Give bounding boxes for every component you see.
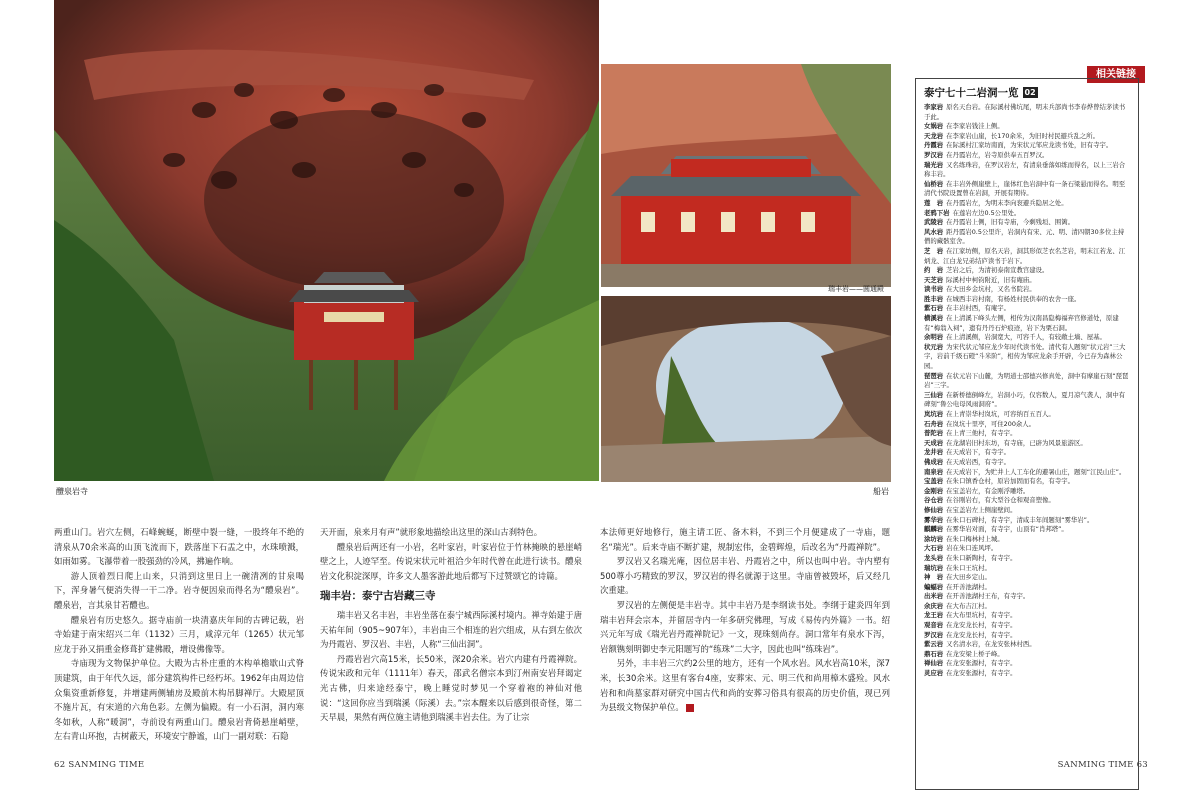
sidebar-entry-name: 宝盖岩	[924, 477, 944, 486]
sidebar-entry-name: 风水岩	[924, 227, 944, 236]
sidebar-entry	[924, 122, 1130, 132]
sidebar-entry-name: 鼎石岩	[924, 649, 944, 658]
sidebar-entry-name: 金刚岩	[924, 486, 944, 495]
main-photo-caption: 醴泉岩寺	[56, 487, 88, 496]
sidebar-entry-desc: 在天成岩西，有寺宇。	[946, 457, 1011, 466]
sidebar-entry-desc: 在朱口镇香仓村，原岩加固而有名，有寺宇。	[946, 477, 1074, 486]
sidebar-entry-desc: 在丹霞岩上侧，旧有寺庙，今剩残垣、围篱。	[946, 218, 1074, 227]
sidebar-entry-desc: 在开善池湖村。	[946, 582, 991, 591]
sidebar-entry-desc: 在岚坑十里亭，可住200余人。	[946, 419, 1036, 428]
sidebar-entry-desc: 在际溪村江家坊南面，为宋状元邹应龙读书处，旧有寺宇。	[946, 141, 1113, 150]
sidebar-entry	[924, 103, 1130, 122]
sidebar-entry-desc: 在李家岩山崖，长170余米，为旧时村民避兵乱之所。	[946, 131, 1099, 140]
paragraph: 丹霞岩岩穴高15米，长50米，深20余米。岩穴内建有丹霞禅院。传说宋政和元年（1111年）春天，邵武名僧宗本到汀州南安岩拜谒定光古佛，归来途经泰宁，晚上睡觉时梦见一个穿着袍的神仙对他说：“这回你应当到瑞溪（际溪）去。”宗本醒来以后感到很奇怪，第二天早晨，果然有两位施主请他到瑞溪丰岩去住。为了让宗	[320, 653, 582, 723]
sidebar-entry	[924, 496, 1130, 506]
sidebar-entry-name: 禅仙岩	[924, 659, 944, 668]
sidebar-entry-desc: 芝岩之后，为清初泰南宣教宫建设。	[946, 266, 1049, 275]
sidebar-entry-name: 天龙岩	[924, 131, 944, 140]
sidebar-entry-name: 天成岩	[924, 438, 944, 447]
sidebar-entry-desc: 又名清水岩，在龙安张林村西。	[946, 640, 1036, 649]
sidebar-entry-desc: 在大布吉江村。	[946, 601, 991, 610]
sidebar-entry-name: 大石岩	[924, 544, 944, 553]
sidebar-entry-desc: 在朱口梅林村上城。	[946, 534, 1004, 543]
sidebar-entry-name: 老鸦下岩	[924, 208, 950, 217]
sidebar-entry-desc: 又名练珠岩，在罗汉岩左，有清泉垂落如练而得名，以上三岩合称丰岩。	[924, 160, 1126, 179]
sidebar-entry-name: 天芝岩	[924, 275, 944, 284]
paragraph: 罗汉岩的左侧便是丰岩寺。其中丰岩乃是李纲读书处。李纲于建炎四年到瑞丰岩拜会宗本，并留居寺内一年多研究佛理，写成《易传内外篇》一书。绍兴元年写成《瑞光岩丹霞禅院记》一文，现珠刻尚存。洞口常年有泉水下泻，岩额镌刻明御史李元阳题写的“练珠”二大字，因此也叫“练珠岩”。	[600, 599, 890, 654]
sidebar-entry-desc: 岩在朱口连风坪。	[946, 544, 998, 553]
sidebar-entry-desc: 在宝盖岩左上侧崖壁间。	[946, 505, 1017, 514]
sidebar-entry-name: 龙王岩	[924, 611, 944, 620]
sidebar-entry	[924, 573, 1130, 583]
article-column-middle	[320, 525, 582, 725]
sidebar-entry	[924, 391, 1130, 410]
sidebar-entry	[924, 477, 1130, 487]
sidebar-entry-name: 南泉岩	[924, 467, 944, 476]
sidebar-entry	[924, 314, 1130, 333]
paragraph: 醴泉岩有历史悠久。据寺庙前一块清嘉庆年间的古碑记载，岩寺始建于南宋绍兴二年（1132）三月，咸淳元年（1265）状元邹应龙于孙又捐重金修葺扩建佛殿，增设佛像等。	[54, 614, 304, 654]
sidebar-entry	[924, 583, 1130, 593]
sidebar-entry-name: 佛成岩	[924, 457, 944, 466]
sidebar-entry	[924, 659, 1130, 669]
sidebar-entry	[924, 439, 1130, 449]
sidebar-entry-desc: 在丹霞岩左，岩寺原供奉五百罗汉。	[946, 150, 1049, 159]
paragraph	[600, 656, 890, 714]
related-links-tab: 相关链接	[1087, 66, 1145, 83]
sidebar-entry-desc: 在大田乡定山。	[946, 573, 991, 582]
paragraph: 游人顶着烈日爬上山来，只消到这里日上一碗清冽的甘泉喝下，浑身暑气便消失得一干二净。岩寺便因泉而得名为“醴泉岩”。醴泉岩，言其泉甘若醴也。	[54, 570, 304, 610]
sidebar-title: 泰宁七十二岩洞一览	[924, 87, 1019, 99]
sidebar-entry	[924, 611, 1130, 621]
sidebar-entry-name: 紫云岩	[924, 640, 944, 649]
paragraph: 本法师更好地修行，施主请工匠、备木料，不到三个月便建成了一寺庙，题名“瑞光”。后来寺庙不断扩建，规制宏伟，金碧辉煌，后改名为“丹霞禅院”。	[600, 527, 890, 552]
sidebar-entry-name: 武陵岩	[924, 218, 944, 227]
sidebar-entry-desc: 在大布里坑村，有寺宇。	[946, 611, 1017, 620]
sidebar-entry-name: 仙桥岩	[924, 179, 944, 188]
sidebar-entry-name: 谷仓岩	[924, 496, 944, 505]
sidebar-entry-name: 读书岩	[924, 285, 944, 294]
sidebar-entry-desc: 在李家岩钱洼上侧。	[946, 122, 1004, 131]
sidebar-entry	[924, 132, 1130, 142]
sidebar-entry	[924, 228, 1130, 247]
sidebar-entry	[924, 640, 1130, 650]
sidebar-entry	[924, 621, 1130, 631]
folio-right: SANMING TIME 63	[1057, 760, 1148, 770]
sidebar-entry	[924, 343, 1130, 372]
sidebar-entry-name: 胜丰岩	[924, 294, 944, 303]
main-photo-liquan-temple	[54, 0, 599, 481]
paragraph: 瑞丰岩又名丰岩，丰岩坐落在泰宁城西际溪村境内。禅寺始建于唐天祐年间（905~907年），丰岩由三个相连的岩穴组成，从右到左依次为丹霞岩、罗汉岩、丰岩，人称“三仙出洞”。	[320, 609, 582, 650]
sidebar-entry-name: 约 岩	[924, 266, 944, 275]
sidebar-entry-desc: 在天成岩下，有寺宇。	[946, 448, 1011, 457]
sidebar-entry-name: 石舟岩	[924, 419, 944, 428]
sidebar-entry-name: 雾华岩	[924, 515, 944, 524]
sidebar-entry-desc: 在龙安张源村，有寺宇。	[946, 669, 1017, 678]
sidebar-entry-desc: 在大田乡金坑村，又名书院岩。	[946, 285, 1036, 294]
sidebar-entry	[924, 141, 1130, 151]
article-column-left	[54, 525, 304, 744]
sidebar-entry-desc: 在丰岩外侧崖壁上，崖体红色岩洞中有一条石梁悬而得名。明至清代书院设置曾在岩洞，开展有期待。	[924, 179, 1126, 198]
article-column-right	[600, 525, 890, 715]
sidebar-entry	[924, 554, 1130, 564]
sidebar-entry-desc: 在上青三他村，有寺宇。	[946, 429, 1017, 438]
sidebar-entry-desc: 在朱口石碑村，有寺宇，清咸丰年间题刻“雾华岩”。	[946, 515, 1094, 524]
sidebar-entry	[924, 247, 1130, 266]
sidebar-entry-desc: 在朱口新陶村，有寺宇。	[946, 553, 1017, 562]
paragraph: 天开面，泉来月有声”就形象地描绘出这里的深山古刹特色。	[320, 527, 543, 537]
sidebar-entry-name: 女娲岩	[924, 122, 944, 131]
sidebar-entry	[924, 151, 1130, 161]
sidebar-entry-desc: 在上青崇华村岚坑，可容纳百五百人。	[946, 410, 1055, 418]
sidebar-entry-name: 琵琶岩	[924, 371, 944, 380]
photo-ruifeng-hall	[601, 64, 891, 287]
sidebar-entry-name: 瑞坑岩	[924, 563, 944, 572]
sidebar-title-row	[924, 85, 1130, 100]
sidebar-entry-name: 龙井岩	[924, 448, 944, 457]
sidebar-entry-name: 修仙岩	[924, 505, 944, 514]
sidebar-entry-name: 神 岩	[924, 573, 944, 582]
paragraph: 寺庙现为文物保护单位。大殿为古朴庄重的木构单檐歇山式脊顶建筑，由于年代久远，部分建筑构件已经朽坏。1962年由周边信众集资重新修复，并增建两侧辅房及殿前木构吊脚禅厅。大殿屋顶不施片瓦，有宋道的六角色彩。左侧为偏殿。有一小石洞，洞内寒冬如秋，人称“暖洞”，寺前设有两重山门。醴泉岩背倚悬崖峭壁，左右青山环抱，古树蔽天，环境安宁静谧，山门一副对联：石隐	[54, 658, 304, 742]
sidebar-entry	[924, 525, 1130, 535]
sidebar-entry-name: 芝 岩	[924, 246, 944, 255]
sidebar-entry-desc: 在朱口王坑村。	[946, 563, 991, 572]
sidebar-entry-name: 涂坊岩	[924, 534, 944, 543]
sidebar-entry	[924, 209, 1130, 219]
sidebar-entry	[924, 420, 1130, 430]
sidebar-entry	[924, 448, 1130, 458]
sidebar-entry-desc: 为宋代状元邹应龙少年时代读书处。清代有人题刻“状元岩”三大字，岩前千级石磴“斗米阶”，相传为邹应龙余手开辟，今已存为森林公园。	[924, 342, 1126, 371]
sidebar-entry	[924, 631, 1130, 641]
sidebar-entry-name: 罗汉岩	[924, 150, 944, 159]
sidebar-entry-desc: 在谷刚岩右，有大型谷仓和观音塑像。	[946, 496, 1055, 505]
sidebar-entry-list	[924, 103, 1130, 679]
sidebar-entry	[924, 506, 1130, 516]
sidebar-entry	[924, 304, 1130, 314]
sidebar-badge: 02	[1024, 88, 1036, 97]
sidebar-entry	[924, 372, 1130, 391]
folio-left: 62 SANMING TIME	[54, 760, 145, 770]
sidebar-entry	[924, 429, 1130, 439]
end-mark-icon	[686, 704, 694, 712]
sidebar-entry-name: 余庆岩	[924, 601, 944, 610]
photo-boat-cave	[601, 296, 891, 482]
sidebar-entry	[924, 669, 1130, 679]
sidebar-entry-name: 罗汉岩	[924, 630, 944, 639]
sidebar-entry-name: 龙头岩	[924, 553, 944, 562]
sidebar-entry	[924, 333, 1130, 343]
sidebar-entry	[924, 564, 1130, 574]
sidebar-entry	[924, 650, 1130, 660]
sidebar-entry-desc: 在状元岩下山麓，为明道士邵德兴修真处，洞中有摩崖石刻“琵琶岩”三字。	[924, 371, 1129, 390]
sidebar-entry-desc: 原名天台岩。在际溪村佛坑尾，明末兵部尚书李春烨曾结茅读书于此。	[924, 103, 1126, 121]
sidebar-entry-name: 观音岩	[924, 621, 944, 630]
sidebar-entry	[924, 410, 1130, 420]
sidebar-entry-desc: 距丹霞岩0.5公里许，岩洞内有宋、元、明、清四朝30多位主持僧的藏骸室舍。	[924, 227, 1125, 246]
sidebar-entry-name: 三仙岩	[924, 390, 944, 399]
section-heading: 瑞丰岩：泰宁古岩藏三寺	[320, 590, 436, 603]
sidebar-entry-desc: 在开善池湖村王布，有寺宇。	[946, 592, 1030, 601]
sidebar-entry-desc: 在丰岩村西，有庵宇。	[946, 304, 1011, 313]
sidebar-entry-desc: 在上清溪下峰头左侧，相传为汉南昌隐梅福弃官修道处，原建有“梅翁入祠”，遗有丹丹石炉痕迹，岩下为栗石洞。	[924, 314, 1119, 332]
sidebar-entry	[924, 592, 1130, 602]
sidebar-entry-name: 瑞光岩	[924, 160, 944, 169]
sidebar-entry-desc: 在龙安梁上桥子峰。	[946, 649, 1004, 658]
paragraph: 醴泉岩后两还有一小岩，名叶家岩，叶家岩位于竹林掩映的悬崖峭壁之上，人迹罕至。传说宋状元叶祖洽少年时代曾在此进行读书。醴泉岩文化积淀深厚，许多文人墨客游此地后都写下过赞颂它的诗篇。	[320, 541, 582, 581]
sidebar-entry	[924, 199, 1130, 209]
sidebar-entry-name: 岚坑岩	[924, 410, 944, 418]
sidebar-entry	[924, 487, 1130, 497]
sidebar-entry-desc: 在雾华岩对面，有寺宇，山顶有“肖邦塔”。	[946, 525, 1068, 534]
sidebar-entry-desc: 在龙安龙长村，有寺宇。	[946, 621, 1017, 630]
sidebar-entry-desc: 在城西丰岩村南，有杨姓村民供奉的农舍一座。	[946, 294, 1081, 303]
paragraph: 罗汉岩又名瑞光庵，因位居丰岩、丹霞岩之中，所以也叫中岩。寺内塑有500尊小巧精致的罗汉，罗汉岩的得名就源于这里。寺庙曾被毁坏，后又经几次重建。	[600, 556, 890, 596]
sidebar-entry	[924, 458, 1130, 468]
paragraph: 两重山门。岩穴左侧，石峰蜿蜒，断壁中裂一缝，一股终年不绝的清泉从70余米高的山顶飞流而下，跌落崖下石盂之中，水珠喷溅，如雨如雾。飞瀑带着一股强劲的冷风，拂遍作响。	[54, 527, 304, 567]
sidebar-entry-name: 余明岩	[924, 333, 944, 342]
sidebar-entry	[924, 266, 1130, 276]
sidebar-entry-name: 莲 岩	[924, 198, 944, 207]
sidebar-entry-desc: 在上清溪侧，岩洞宽大，可容千人，有较敞土墙、屋基。	[946, 333, 1106, 342]
sidebar-entry-name: 状元岩	[924, 342, 944, 351]
sidebar-entry-name: 丹霞岩	[924, 141, 944, 150]
sidebar-entry-name: 灵应岩	[924, 669, 944, 678]
sidebar-entry-name: 李家岩	[924, 103, 944, 111]
sidebar-entry-name: 蝙蝠岩	[924, 582, 944, 591]
sidebar-entry	[924, 535, 1130, 545]
sidebar-entry-desc: 在天成岩下，为贮井上人工车化的避暑山庄，题刻“江民山庄”。	[946, 467, 1126, 476]
top-right-photo-caption: 瑞丰岩——圆通殿	[828, 285, 884, 293]
sidebar-entry	[924, 468, 1130, 478]
sidebar-entry	[924, 161, 1130, 180]
sidebar-entry	[924, 276, 1130, 286]
sidebar-entry-desc: 在丹霞岩左，为明末李向衮避兵隐居之处。	[946, 198, 1068, 207]
sidebar-cave-list	[915, 78, 1139, 790]
sidebar-entry-desc: 在龙湖岩旧村东坊，有寺庙，已辟为风景旅游区。	[946, 438, 1087, 447]
sidebar-entry-name: 麒麟岩	[924, 525, 944, 534]
sidebar-entry-name: 紫石岩	[924, 304, 944, 313]
sidebar-entry-desc: 在江家坊侧，原名天岩，洞其形似芝衣名芝岩，明末江若龙、江炳龙、江白龙兄弟结庐读书于岩下。	[924, 246, 1126, 265]
sidebar-entry-desc: 在龙安张源村，有寺宇。	[946, 659, 1017, 668]
bottom-right-photo-caption: 船岩	[873, 487, 889, 496]
sidebar-entry-desc: 在龙安龙长村，有寺宇。	[946, 630, 1017, 639]
sidebar-entry-desc: 在新桥德倒峰左，岩洞小巧，仅容数人，夏月凉气袭人，洞中有碑刻“鲁公电母风雨洞府”。	[924, 390, 1126, 409]
sidebar-entry	[924, 218, 1130, 228]
sidebar-entry	[924, 285, 1130, 295]
sidebar-entry-desc: 在宝盖岩左，有金刚浮雕塔。	[946, 486, 1030, 495]
sidebar-entry-desc: 际溪村中柯钧附近，旧有庵庙。	[946, 275, 1036, 284]
sidebar-entry	[924, 180, 1130, 199]
sidebar-entry-name: 横溪岩	[924, 314, 944, 323]
paragraph-text: 另外，丰丰岩三穴约2公里的地方，还有一个风水岩。风水岩高10米，深7米，长30余米。这里有客台4座，安葬宋、元、明三代和尚用樟木盛殓。风水岩和和尚墓家群对研究中国古代和尚的安葬习俗具有很高的历史价值，现已列为县级文物保护单位。	[600, 658, 890, 713]
sidebar-entry	[924, 516, 1130, 526]
sidebar-entry-name: 普陀岩	[924, 429, 944, 438]
sidebar-entry	[924, 544, 1130, 554]
sidebar-entry-desc: 在莲岩左边0.5公里处。	[952, 208, 1021, 217]
sidebar-entry-name: 出米岩	[924, 592, 944, 601]
